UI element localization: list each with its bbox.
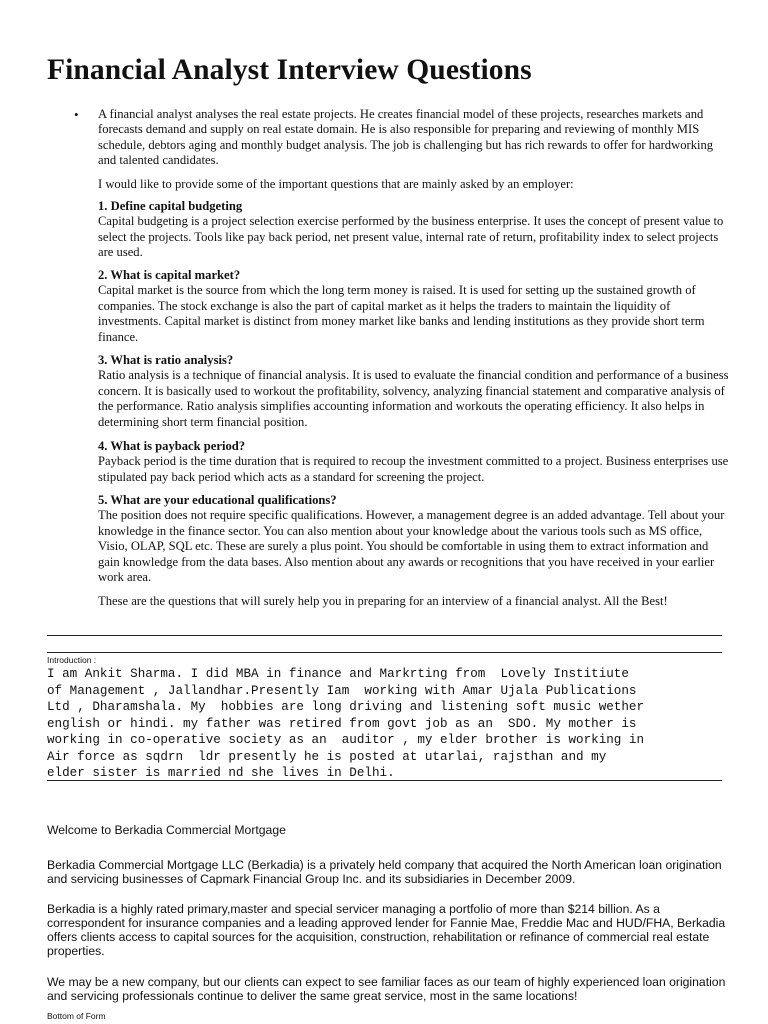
question-heading: 4. What is payback period? <box>98 439 246 453</box>
berkadia-paragraph: Berkadia Commercial Mortgage LLC (Berkadia) is a privately held company that acquired the North American loan origination and servicing businesses of Capmark Financial Group Inc. and its subsidiaries in December 2009. <box>47 858 722 886</box>
question-heading: 5. What are your educational qualifications? <box>98 493 337 507</box>
intro-paragraph: A financial analyst analyses the real estate projects. He creates financial model of these projects, researches markets and forecasts demand and supply on real estate domain. He is also responsible for preparing and reviewing of monthly MIS schedule, debtors aging and monthly budget analysis. The job is challenging but has rich rewards to offer for hardworking and talented candidates. <box>98 107 714 168</box>
question-heading: 3. What is ratio analysis? <box>98 353 234 367</box>
question-answer: Capital budgeting is a project selection exercise performed by the business enterprise. It uses the concept of present value to select the projects. Tools like pay back period, net present value, internal rate of return, profitability index to select projects are used. <box>98 214 724 260</box>
question-block <box>98 268 730 345</box>
berkadia-paragraph: Berkadia is a highly rated primary,master and special servicer managing a portfolio of more than $214 billion. As a correspondent for insurance companies and a leading approved lender for Fannie Mae, Freddie Mac and HUD/FHA, Berkadia offers clients access to capital sources for the acquisition, construction, rehabilitation or refinance of commercial real estate properties. <box>47 902 726 958</box>
page-title: Financial Analyst Interview Questions <box>47 54 532 86</box>
divider <box>47 635 722 636</box>
question-block <box>98 439 730 485</box>
form-field-rule <box>47 780 722 781</box>
form-field-label: Introduction : <box>47 655 97 665</box>
introduction-textarea[interactable]: I am Ankit Sharma. I did MBA in finance and Markrting from Lovely Institiute of Management , Jallandhar.Presently Iam working with Amar Ujala Publications Ltd , Dharamshala. My hobbies are long driving and listening soft music wether english or hindi. my father was retired from govt job as an SDO. My mother is working in co-operative society as an auditor , my elder brother is working in Air force as sqdrn ldr presently he is posted at utarlai, rajsthan and my elder sister is married nd she lives in Delhi. <box>47 667 645 780</box>
question-answer: Ratio analysis is a technique of financial analysis. It is used to evaluate the financial condition and performance of a business concern. It is basically used to workout the profitability, solvency, analyzing financial statement and comparative analysis of the performance. Ratio analysis simplifies accounting information and workouts the operating efficiency. It also helps in determining short term financial position. <box>98 368 729 429</box>
bottom-of-form-label: Bottom of Form <box>47 1011 106 1021</box>
welcome-heading: Welcome to Berkadia Commercial Mortgage <box>47 823 286 837</box>
lead-paragraph: I would like to provide some of the important questions that are mainly asked by an employer: <box>98 177 574 191</box>
form-top-rule <box>47 652 722 653</box>
berkadia-paragraph: We may be a new company, but our clients can expect to see familiar faces as our team of highly experienced loan origination and servicing professionals continue to deliver the same great service, most in the same locations! <box>47 975 726 1003</box>
closing-paragraph: These are the questions that will surely help you in preparing for an interview of a financial analyst. All the Best! <box>98 594 668 608</box>
question-heading: 2. What is capital market? <box>98 268 241 282</box>
question-block <box>98 199 730 261</box>
question-block <box>98 493 730 585</box>
question-answer: Capital market is the source from which the long term money is raised. It is used for setting up the sustained growth of companies. The stock exchange is also the part of capital market as it helps the traders to maintain the liquidity of investments. Capital market is distinct from money market like banks and lending institutions as they provide short term finance. <box>98 283 705 344</box>
question-answer: Payback period is the time duration that is required to recoup the investment committed to a project. Business enterprises use stipulated pay back period which acts as a standard for screening the project. <box>98 454 729 484</box>
question-block <box>98 353 730 430</box>
question-heading: 1. Define capital budgeting <box>98 199 243 213</box>
bullet-marker: • <box>74 107 79 122</box>
question-answer: The position does not require specific qualifications. However, a management degree is an added advantage. Tell about your knowledge in the finance sector. You can also mention about your knowledge about the various tools such as MS office, Visio, OLAP, SQL etc. These are surely a plus point. You should be comfortable in using them to extract information and gain knowledge from the data bases. Also mention about any awards or recognitions that you have received in your earlier work area. <box>98 508 725 585</box>
